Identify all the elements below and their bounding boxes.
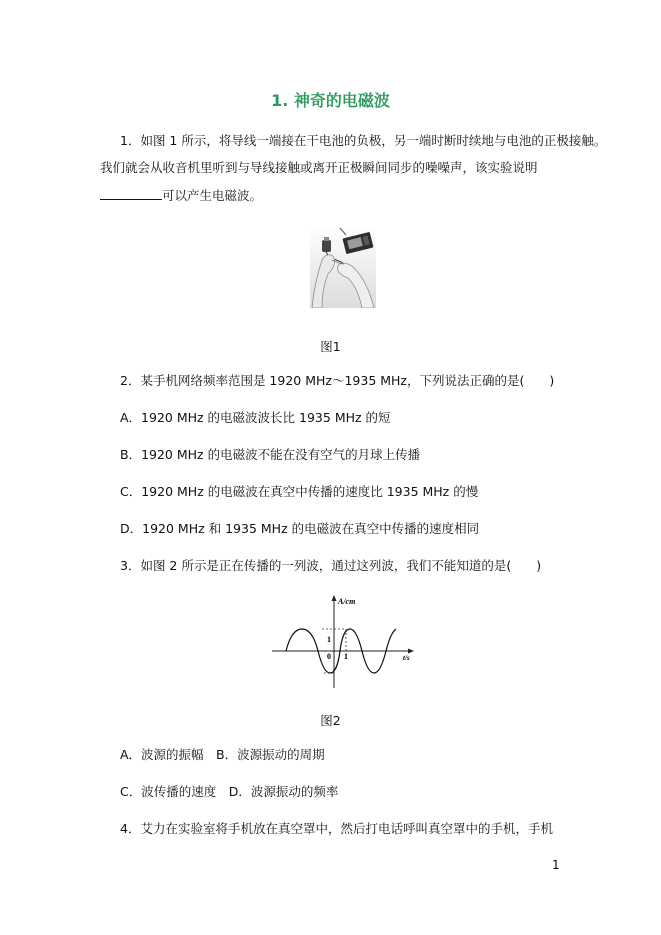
page-title: 1. 神奇的电磁波 — [271, 91, 390, 110]
x-axis-arrow — [408, 649, 414, 654]
x-axis-label: t/s — [403, 654, 410, 662]
q1-line2: 我们就会从收音机里听到与导线接触或离开正极瞬间同步的噪噪声，该实验说明 — [100, 160, 538, 175]
q1-line1: 1．如图 1 所示，将导线一端接在干电池的负极，另一端时断时续地与电池的正极接触。 — [120, 133, 607, 148]
x-tick-label: 1 — [344, 652, 348, 661]
q1-line3-text: 可以产生电磁波。 — [162, 188, 263, 203]
wave-graph — [268, 592, 418, 692]
q2-option-d: D．1920 MHz 和 1935 MHz 的电磁波在真空中传播的速度相同 — [120, 521, 480, 536]
figure1-caption: 图1 — [320, 339, 341, 354]
q3-stem: 3．如图 2 所示是正在传播的一列波，通过这列波，我们不能知道的是( ) — [120, 558, 542, 573]
y-axis-label: A/cm — [338, 597, 356, 606]
q1-line3 — [100, 187, 262, 204]
y-axis-arrow — [332, 595, 337, 601]
origin-label: 0 — [327, 652, 331, 661]
q4-stem: 4．艾力在实验室将手机放在真空罩中，然后打电话呼叫真空罩中的手机，手机 — [120, 821, 553, 836]
y-tick-label: 1 — [327, 635, 331, 644]
q2-option-c: C．1920 MHz 的电磁波在真空中传播的速度比 1935 MHz 的慢 — [120, 484, 479, 499]
q3-options-cd: C．波传播的速度 D．波源振动的频率 — [120, 784, 339, 799]
q2-option-a: A．1920 MHz 的电磁波波长比 1935 MHz 的短 — [120, 410, 391, 425]
answer-blank[interactable] — [100, 187, 162, 200]
q2-option-b: B．1920 MHz 的电磁波不能在没有空气的月球上传播 — [120, 447, 421, 462]
page-number: 1 — [552, 858, 560, 872]
q2-stem: 2．某手机网络频率范围是 1920 MHz～1935 MHz，下列说法正确的是( ) — [120, 373, 555, 388]
figure2-caption: 图2 — [320, 713, 341, 728]
q3-options-ab: A．波源的振幅 B．波源振动的周期 — [120, 747, 325, 762]
battery-radio-photo — [310, 226, 376, 308]
